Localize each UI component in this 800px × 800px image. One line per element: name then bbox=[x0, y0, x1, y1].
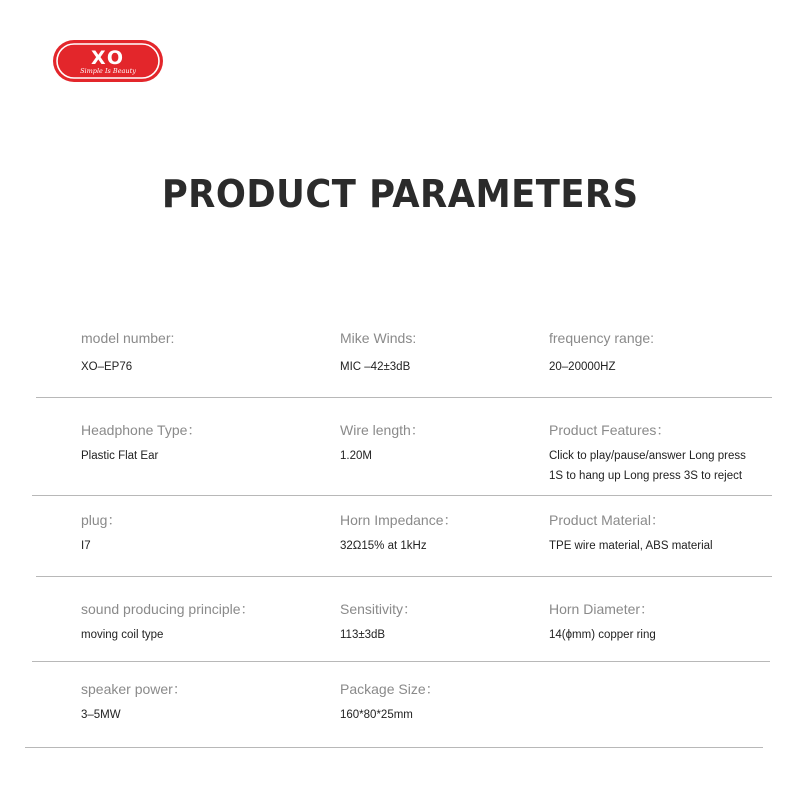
label-horn-impedance: Horn Impedance： bbox=[340, 512, 458, 528]
divider-4 bbox=[32, 661, 770, 662]
value-horn-diameter: 14(ϕmm) copper ring bbox=[549, 629, 656, 641]
logo-text: XO bbox=[90, 47, 126, 69]
value-model-number: XO–EP76 bbox=[81, 361, 133, 373]
value-product-material: TPE wire material, ABS material bbox=[549, 540, 713, 552]
label-product-features: Product Features： bbox=[549, 422, 671, 438]
value-wire-length: 1.20M bbox=[340, 450, 372, 462]
label-sound-principle: sound producing principle： bbox=[81, 601, 255, 617]
label-horn-diameter: Horn Diameter： bbox=[549, 601, 655, 617]
label-frequency-range: frequency range: bbox=[549, 330, 655, 346]
label-product-material: Product Material： bbox=[549, 512, 665, 528]
divider-3 bbox=[36, 576, 772, 577]
label-sensitivity: Sensitivity： bbox=[340, 601, 418, 617]
divider-2 bbox=[32, 495, 772, 496]
value-speaker-power: 3–5MW bbox=[81, 709, 121, 721]
divider-5 bbox=[25, 747, 763, 748]
value-mike-winds: MIC –42±3dB bbox=[340, 361, 411, 373]
value-package-size: 160*80*25mm bbox=[340, 709, 413, 721]
label-speaker-power: speaker power： bbox=[81, 681, 187, 697]
value-headphone-type: Plastic Flat Ear bbox=[81, 450, 159, 462]
page-title: PRODUCT PARAMETERS bbox=[161, 172, 639, 216]
xo-logo bbox=[52, 39, 164, 83]
label-wire-length: Wire length： bbox=[340, 422, 425, 438]
label-package-size: Package Size： bbox=[340, 681, 440, 697]
divider-1 bbox=[36, 397, 772, 398]
value-plug: I7 bbox=[81, 540, 91, 552]
value-product-features-line2: 1S to hang up Long press 3S to reject bbox=[549, 470, 743, 482]
label-plug: plug： bbox=[81, 512, 122, 528]
label-model-number: model number: bbox=[81, 330, 175, 346]
label-mike-winds: Mike Winds: bbox=[340, 330, 417, 346]
value-sensitivity: 113±3dB bbox=[340, 629, 386, 641]
label-headphone-type: Headphone Type： bbox=[81, 422, 202, 438]
value-sound-principle: moving coil type bbox=[81, 629, 164, 641]
logo-tagline: Simple Is Beauty bbox=[80, 67, 136, 75]
value-frequency-range: 20–20000HZ bbox=[549, 361, 616, 373]
value-horn-impedance: 32Ω15% at 1kHz bbox=[340, 540, 427, 552]
value-product-features-line1: Click to play/pause/answer Long press bbox=[549, 450, 746, 462]
